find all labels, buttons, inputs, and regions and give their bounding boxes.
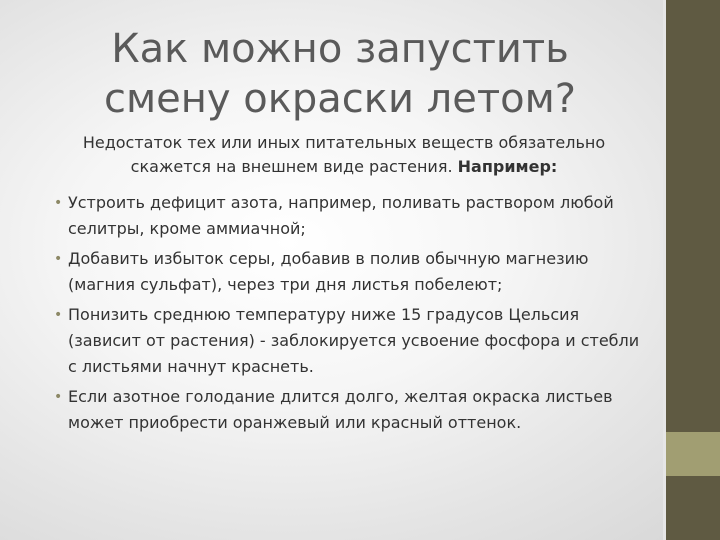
title-line-2: смену окраски летом? [103,76,577,122]
bullet-item [50,384,640,436]
title-line-1: Как можно запустить [111,26,569,72]
slide-title [40,24,640,124]
bullet-icon: • [54,195,63,211]
bullet-item [50,302,640,380]
sidebar-accent-block [666,432,720,476]
bullet-text: Если азотное голодание длится долго, желтая окраска листьев может приобрести оранжевый или красный оттенок. [68,387,613,432]
intro-text: Недостаток тех или иных питательных веществ обязательно скажется на внешнем виде растения. [82,133,606,176]
bullet-text: Добавить избыток серы, добавив в полив обычную магнезию (магния сульфат), через три дня листья побелеют; [68,249,589,294]
bullet-text: Устроить дефицит азота, например, поливать раствором любой селитры, кроме аммиачной; [68,193,614,238]
bullet-icon: • [54,307,63,323]
intro-paragraph [44,131,644,179]
bullet-icon: • [54,251,63,267]
bullet-item [50,190,640,242]
bullet-item [50,246,640,298]
intro-bold-text: Например: [457,157,558,176]
bullet-icon: • [54,389,63,405]
bullet-text: Понизить среднюю температуру ниже 15 градусов Цельсия (зависит от растения) - заблокируется усвоение фосфора и стебли с листьями начнут краснеть. [68,305,640,376]
bullet-list [50,190,640,440]
